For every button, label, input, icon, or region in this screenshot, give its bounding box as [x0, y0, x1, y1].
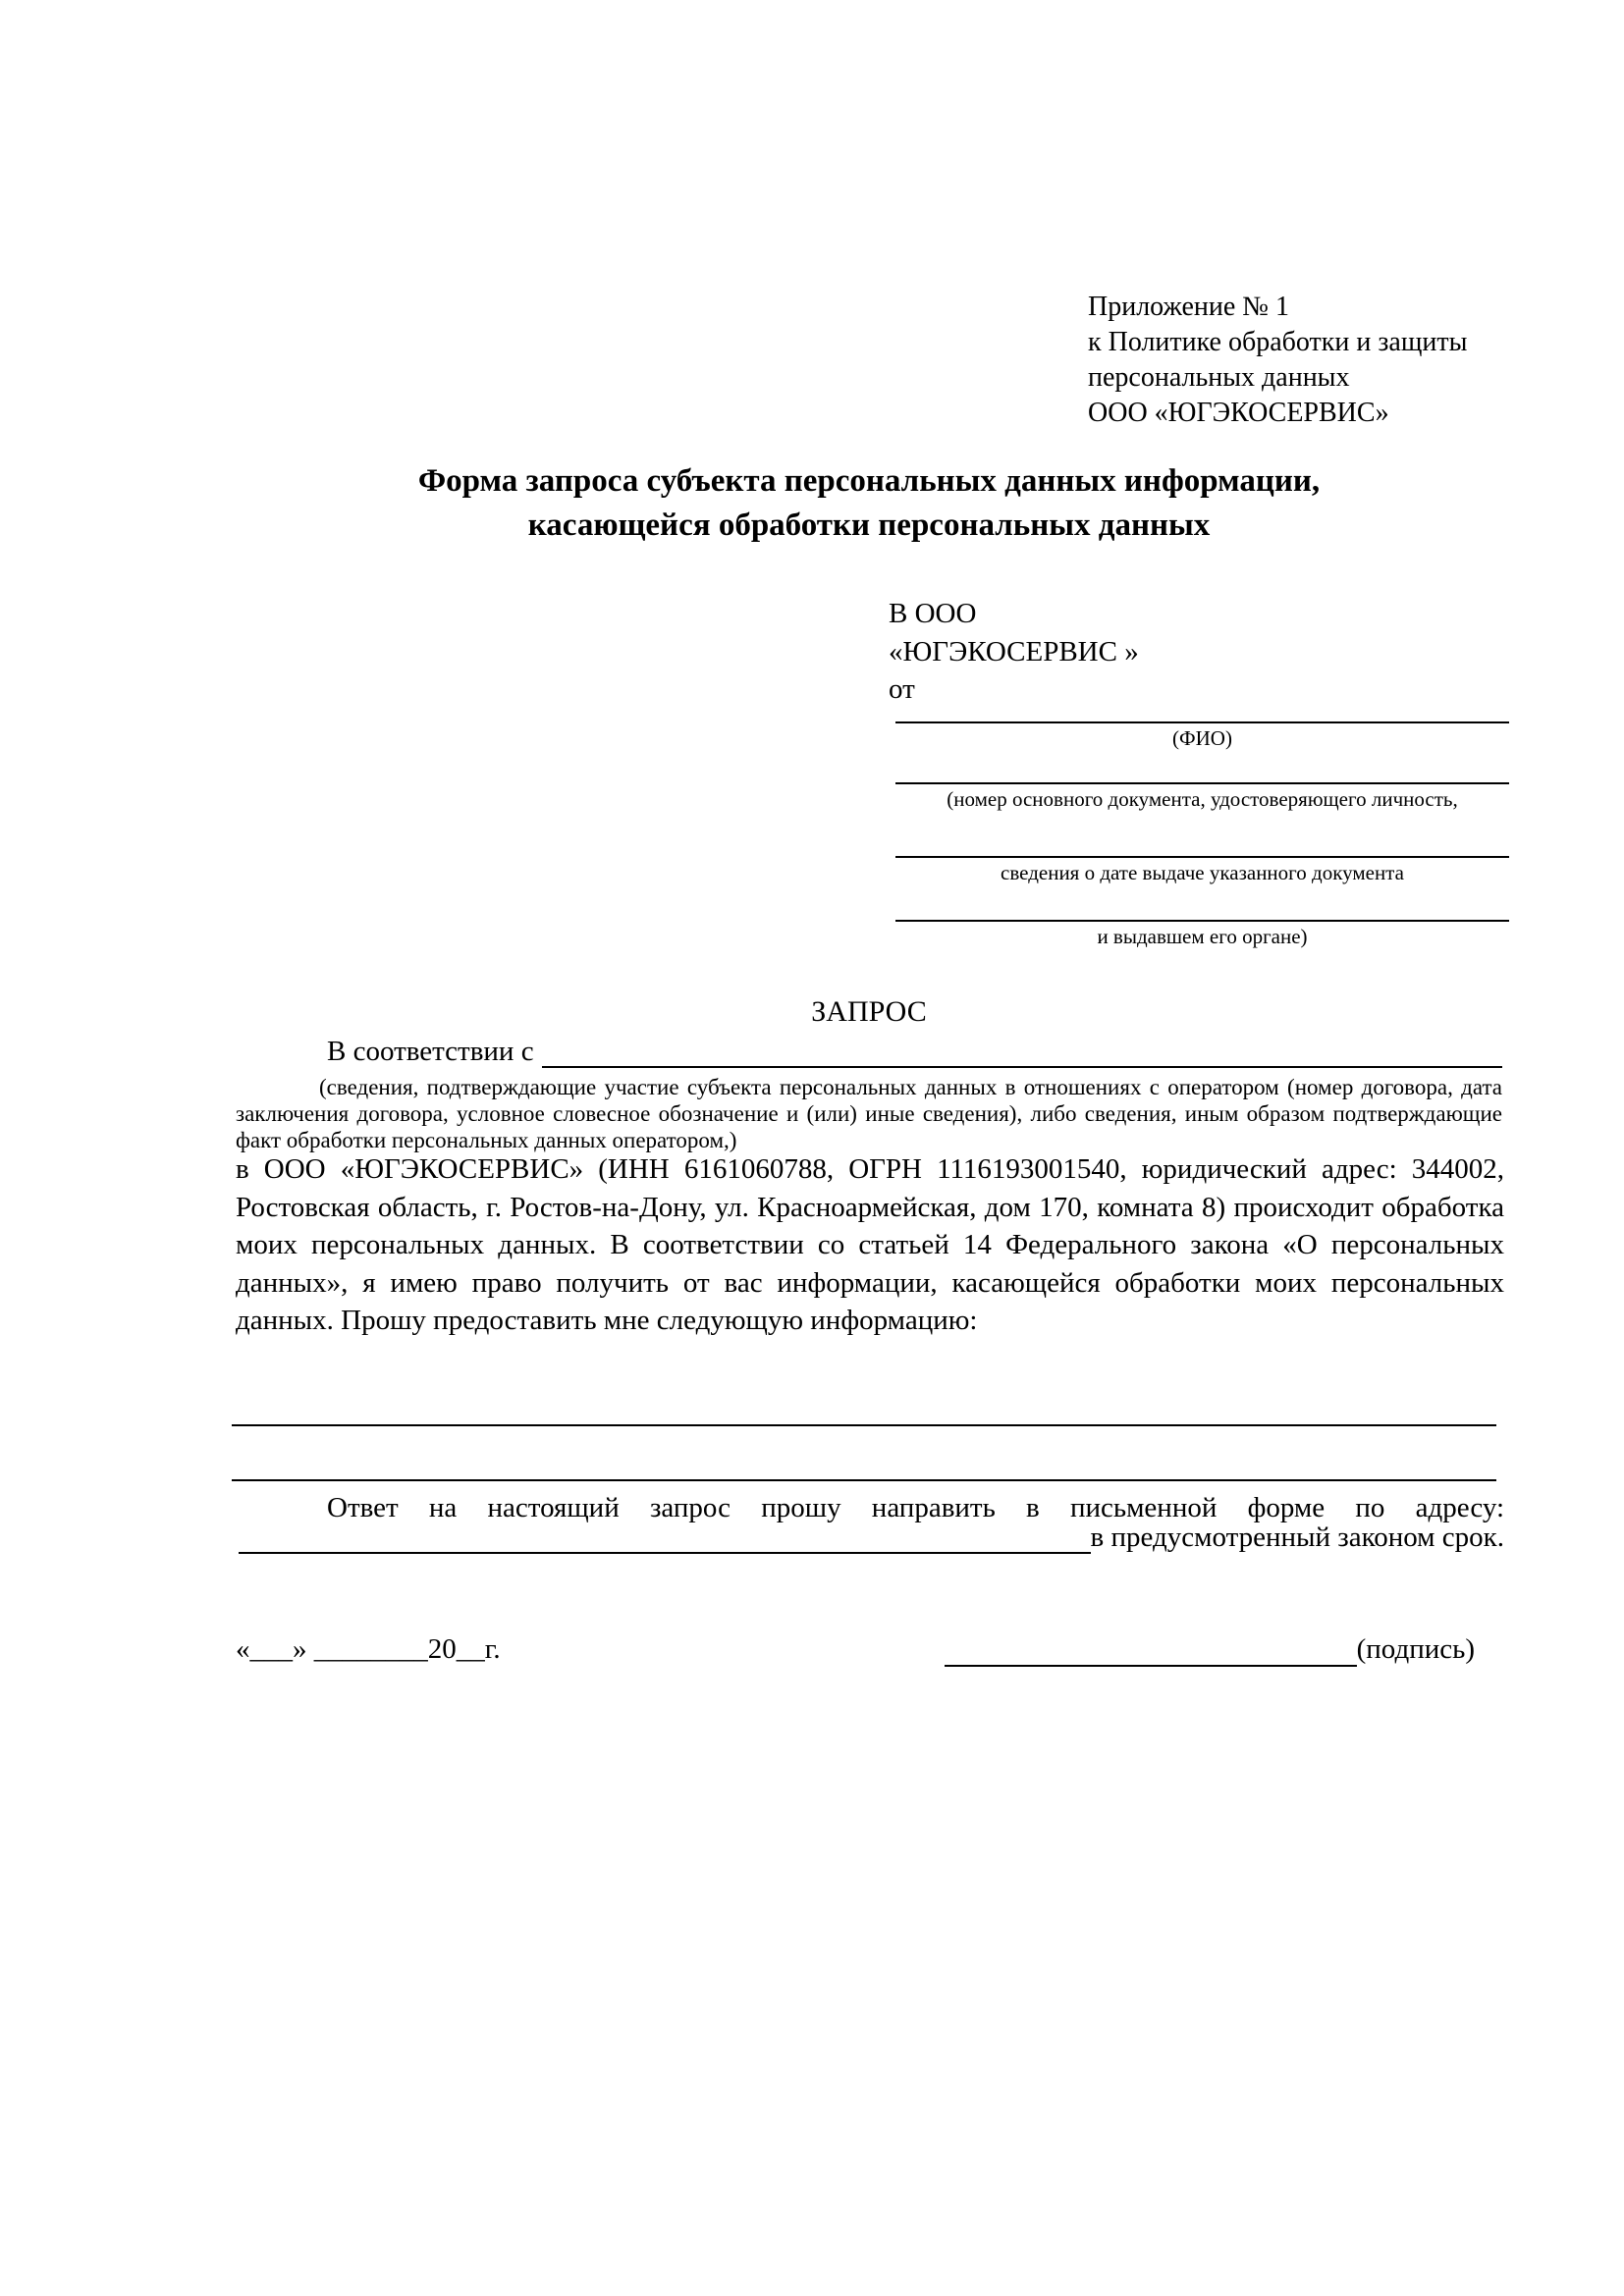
- issue-date-blank-line: [895, 856, 1509, 858]
- issue-date-field: [895, 856, 1509, 884]
- recipient-block: [889, 595, 1139, 709]
- recipient-line: от: [889, 673, 915, 705]
- body-paragraph: в ООО «ЮГЭКОСЕРВИС» (ИНН 6161060788, ОГРН 1116193001540, юридический адрес: 344002, Ростовская область, г. Ростов-на-Дону, ул. Красноармейская, дом 170, комната 8) происходит обработка моих персональных данных. В соответствии со статьей 14 Федерального закона «О персональных данных», я имею право получить от вас информации, касающейся обработки моих персональных данных. Прошу предоставить мне следующую информацию:: [236, 1153, 1504, 1337]
- fio-blank-line: [895, 721, 1509, 723]
- date-signature-row: [236, 1631, 1475, 1667]
- address-blank-line: [239, 1523, 1091, 1554]
- issuing-authority-caption: и выдавшем его органе): [1097, 925, 1308, 948]
- request-heading: ЗАПРОС: [811, 995, 927, 1028]
- intro-row: [236, 1035, 1502, 1068]
- intro-blank-line: [542, 1038, 1502, 1068]
- fio-caption: (ФИО): [1172, 726, 1232, 750]
- issuing-authority-field: [895, 920, 1509, 948]
- info-blank-line-2: [232, 1479, 1496, 1481]
- fio-field: [895, 721, 1509, 750]
- document-title-line: касающейся обработки персональных данных: [527, 507, 1211, 543]
- recipient-line: «ЮГЭКОСЕРВИС »: [889, 635, 1139, 667]
- reply-suffix-text: в предусмотренный законом срок.: [1090, 1522, 1504, 1553]
- document-title-line: Форма запроса субъекта персональных данных информации,: [417, 463, 1321, 499]
- issue-date-caption: сведения о дате выдаче указанного документа: [1001, 861, 1404, 884]
- intro-text: В соответствии с: [327, 1036, 534, 1067]
- address-row: [239, 1521, 1504, 1554]
- appendix-block: [1088, 290, 1467, 431]
- info-blank-line-1: [232, 1424, 1496, 1426]
- appendix-line: персональных данных: [1088, 362, 1350, 393]
- document-number-blank-line: [895, 782, 1509, 784]
- signature-group: [945, 1631, 1475, 1667]
- document-title: [236, 459, 1502, 548]
- document-number-caption: (номер основного документа, удостоверяющего личность,: [947, 787, 1458, 811]
- footnote-text: (сведения, подтверждающие участие субъекта персональных данных в отношениях с оператором (номер договора, дата заключения договора, условное словесное обозначение и (или) иные сведения), либо сведения, иным образом подтверждающие факт обработки персональных данных оператором,): [236, 1075, 1502, 1152]
- recipient-line: В ООО: [889, 598, 977, 629]
- issuing-authority-blank-line: [895, 920, 1509, 922]
- appendix-line: Приложение № 1: [1088, 292, 1289, 322]
- appendix-line: к Политике обработки и защиты: [1088, 327, 1468, 357]
- reply-request-text: Ответ на настоящий запрос прошу направить в письменной форме по адресу:: [327, 1492, 1504, 1523]
- appendix-line: ООО «ЮГЭКОСЕРВИС»: [1088, 398, 1389, 428]
- document-number-field: [895, 782, 1509, 811]
- signature-caption: (подпись): [1356, 1633, 1475, 1665]
- date-blank-text: «___» ________20__г.: [236, 1633, 501, 1665]
- signature-blank-line: [945, 1636, 1357, 1667]
